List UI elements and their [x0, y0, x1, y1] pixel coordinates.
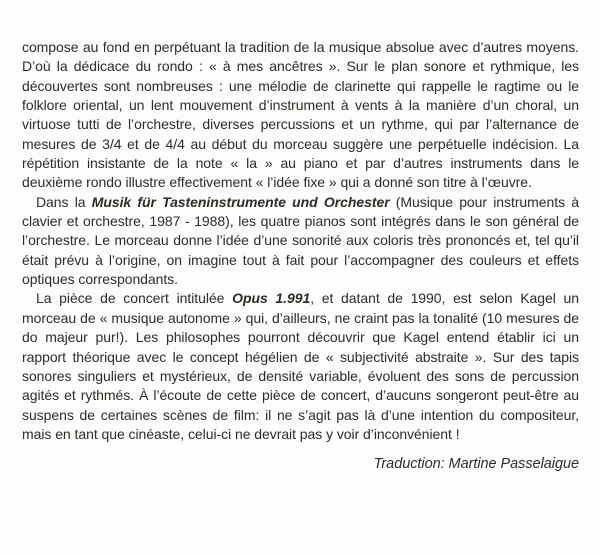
text-segment: (Musique pour instruments à clavier et orchestre, 1987 - 1988), les quatre pianos sont intégrés dans le son général de l’orchestre. Le morceau donne l’idée d’une sonorité aux coloris très prononcés et, tel qu’il était prévu à l’origine, on imagine tout à fait pour l’accompagner des couleurs et effets optiques correspondants. — [22, 193, 579, 288]
paragraphs-container — [22, 38, 579, 444]
work-title: Musik für Tasteninstrumente und Orchester — [91, 193, 390, 210]
text-segment: compose au fond en perpétuant la tradition de la musique absolue avec d’autres moyens. D’où la dédicace du rondo : « à mes ancêtres ». Sur le plan sonore et rythmique, les découvertes sont nombreuses : une mélodie de clarinette qui rappelle le ragtime ou le folklore oriental, un lent mouvement d’instrument à vents à la manière d’un choral, un virtuose tutti de l’orchestre, diverses percussions et un rythme, qui par l’alternance de mesures de 3/4 et de 4/4 au début du morceau suggère une perpétuelle indécision. La répétition insistante de la note « la » au piano et par d’autres instruments dans le deuxième rondo illustre effectivement « l’idée fixe » qui a donné son titre à l’œuvre. — [22, 39, 579, 191]
text-block — [22, 38, 579, 474]
text-segment: , et datant de 1990, est selon Kagel un morceau de « musique autonome » qui, d’ailleurs, ne craint pas la tonalité (10 mesures de do majeur pur!). Les philosophes pourront découvrir que Kagel entend établir ici un rapport théorique avec le concept hégélien de « subjectivité abstraite ». Sur des tapis sonores singuliers et mystérieux, de densité variable, évoluent des sons de percussion agités et rythmés. À l’écoute de cette pièce de concert, d’aucuns songeront peut-être au suspens de certaines scènes de film: il ne s’agit pas là d’une intention du compositeur, mais en tant que cinéaste, celui-ci ne devrait pas y voir d’inconvénient ! — [22, 290, 579, 442]
paragraph — [22, 38, 579, 193]
text-segment: La pièce de concert intitulée — [36, 290, 233, 307]
paragraph — [22, 193, 579, 290]
work-title: Opus 1.991 — [232, 290, 311, 307]
translation-credit: Traduction: Martine Passelaigue — [373, 456, 579, 473]
paragraph — [22, 289, 579, 444]
text-segment: Dans la — [36, 193, 92, 210]
